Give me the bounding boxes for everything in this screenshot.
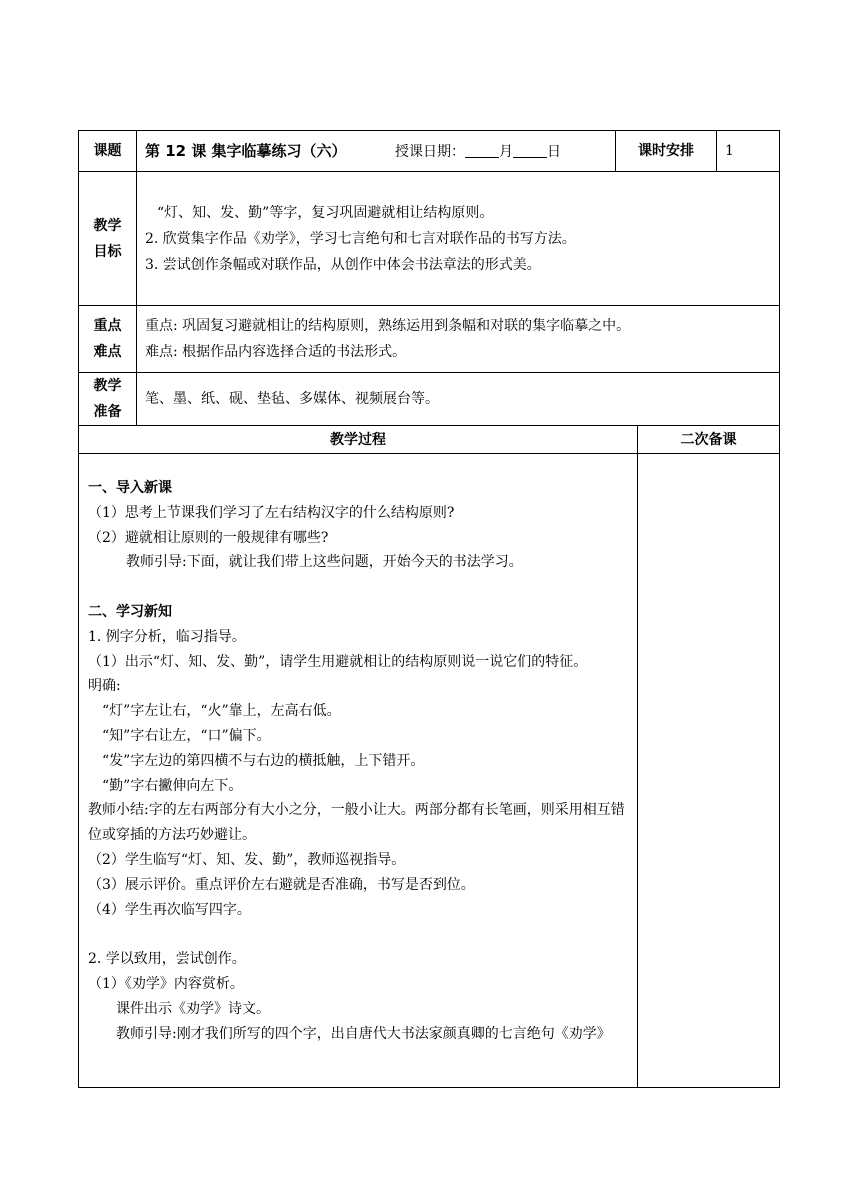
process-content bbox=[79, 454, 638, 1088]
process-line: 教师引导:刚才我们所写的四个字，出自唐代大书法家颜真卿的七言绝句《劝学》 bbox=[116, 1025, 611, 1042]
section-intro-title: 一、导入新课 bbox=[88, 480, 172, 496]
process-line: （3）展示评价。重点评价左右避就是否准确，书写是否到位。 bbox=[88, 876, 475, 893]
process-line: （1）《劝学》内容赏析。 bbox=[88, 975, 244, 992]
process-line: 2. 学以致用，尝试创作。 bbox=[88, 951, 246, 968]
prep-row bbox=[79, 373, 780, 426]
process-line: （4）学生再次临写四字。 bbox=[88, 901, 251, 918]
date-label: 授课日期： bbox=[395, 143, 465, 160]
keypoints-row bbox=[79, 306, 780, 373]
process-header: 教学过程 bbox=[79, 426, 638, 454]
process-line: 1. 例字分析，临习指导。 bbox=[88, 628, 246, 645]
hours-value: 1 bbox=[717, 131, 780, 172]
title-row bbox=[79, 131, 780, 172]
title-label: 课题 bbox=[79, 131, 137, 172]
goal-line-3: 3. 尝试创作条幅或对联作品，从创作中体会书法章法的形式美。 bbox=[145, 256, 541, 273]
section-new-knowledge-title: 二、学习新知 bbox=[88, 603, 172, 620]
process-line: （2）避就相让原则的一般规律有哪些? bbox=[88, 529, 329, 546]
goals-content bbox=[137, 172, 780, 306]
lesson-plan-table bbox=[78, 130, 780, 1088]
process-row bbox=[79, 454, 780, 1088]
difficulty-line: 难点: 根据作品内容选择合适的书法形式。 bbox=[145, 344, 407, 360]
process-line: （1）思考上节课我们学习了左右结构汉字的什么结构原则? bbox=[88, 504, 455, 521]
process-line: “灯”字左让右，“火”靠上，左高右低。 bbox=[102, 703, 341, 720]
notes-content bbox=[638, 454, 780, 1088]
title-cell bbox=[137, 131, 616, 172]
prep-text: 笔、墨、纸、砚、垫毡、多媒体、视频展台等。 bbox=[145, 391, 439, 407]
goals-label: 教学 目标 bbox=[79, 172, 137, 306]
prep-content bbox=[137, 373, 780, 426]
process-line: 课件出示《劝学》诗文。 bbox=[116, 1000, 270, 1017]
process-line: 明确: bbox=[88, 678, 121, 695]
process-header-row bbox=[79, 426, 780, 454]
process-line: 教师小结:字的左右两部分有大小之分，一般小让大。两部分都有长笔画，则采用相互错位或穿插的方法巧妙避让。 bbox=[88, 802, 625, 844]
month-label: 月 bbox=[499, 143, 513, 160]
process-line: （2）学生临写“灯、知、发、勤”，教师巡视指导。 bbox=[88, 851, 406, 868]
prep-label: 教学 准备 bbox=[79, 373, 137, 426]
process-line: “发”字左边的第四横不与右边的横抵触，上下错开。 bbox=[102, 752, 425, 769]
process-line: 教师引导:下面，就让我们带上这些问题，开始今天的书法学习。 bbox=[126, 554, 523, 571]
day-blank bbox=[513, 143, 547, 158]
hours-label: 课时安排 bbox=[616, 131, 717, 172]
goals-row bbox=[79, 172, 780, 306]
goal-line-1: “灯、知、发、勤”等字，复习巩固避就相让结构原则。 bbox=[157, 204, 494, 221]
keypoints-label: 重点 难点 bbox=[79, 306, 137, 373]
goal-line-2: 2. 欣赏集字作品《劝学》，学习七言绝句和七言对联作品的书写方法。 bbox=[145, 230, 576, 247]
lesson-title: 第 12 课 集字临摹练习（六） bbox=[145, 141, 347, 160]
keypoint-line-1: 重点: 巩固复习避就相让的结构原则，熟练运用到条幅和对联的集字临摹之中。 bbox=[145, 318, 631, 334]
day-label: 日 bbox=[547, 143, 561, 160]
keypoints-content bbox=[137, 306, 780, 373]
process-line: “知”字右让左，“口”偏下。 bbox=[102, 727, 271, 744]
teaching-date bbox=[395, 144, 561, 160]
process-line: （1）出示“灯、知、发、勤”，请学生用避就相让的结构原则说一说它们的特征。 bbox=[88, 653, 588, 670]
process-line: “勤”字右撇伸向左下。 bbox=[102, 777, 243, 794]
month-blank bbox=[465, 143, 499, 158]
notes-header: 二次备课 bbox=[638, 426, 780, 454]
